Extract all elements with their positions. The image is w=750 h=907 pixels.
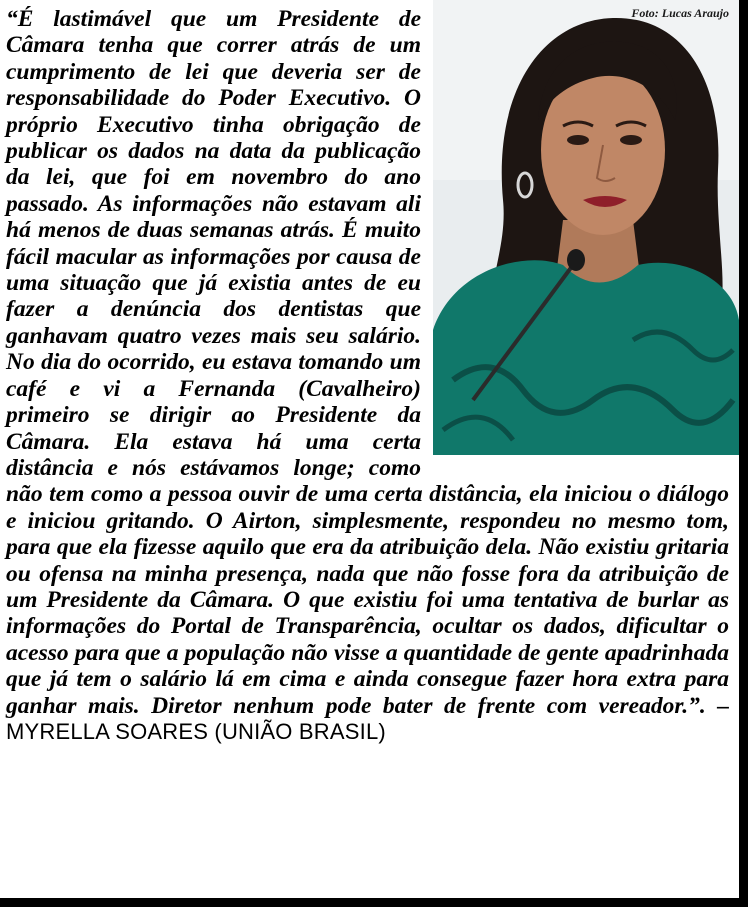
quote-separator: – [705,692,729,719]
portrait-photo [433,0,739,455]
photo-credit: Foto: Lucas Araujo [631,6,729,20]
portrait-illustration [433,0,739,455]
quote-author: MYRELLA SOARES (UNIÃO BRASIL) [6,718,386,744]
quote-text: “É lastimável que um Presidente de Câmara tenha que correr atrás de um cumprimento de lei que deveria ser de responsabilidade do Poder Executivo. O próprio Executivo tinha obrigação de publicar os dados na data da publicação da lei, que foi em novembro do ano passado. As informações não estavam ali há menos de duas semanas atrás. É muito fácil macular as informações por causa de uma situação que já existia antes de eu fazer a denúncia dos dentistas que ganhavam quatro vezes mais seu salário. No dia do ocorrido, eu estava tomando um café e vi a Fernanda (Cavalheiro) primeiro se dirigir ao Presidente da Câmara. Ela estava há uma certa distância e nós estávamos longe; como não tem como a pessoa ouvir de uma certa distância, ela iniciou o diálogo e iniciou gritando. O Airton, simplesmente, respondeu no mesmo tom, para que ela fizesse aquilo que era da atribuição dela. Não existiu gritaria ou ofensa na minha presença, nada que não fosse fora da atribuição de um Presidente da Câmara. O que existiu foi uma tentativa de burlar as informações do Portal de Transparência, ocultar os dados, dificultar o acesso para que a população não visse a quantidade de gente apadrinhada que já tem o salário lá em cima e ainda consegue fazer hora extra para ganhar mais. Diretor nenhum pode bater de frente com vereador.”. [6,6,729,719]
